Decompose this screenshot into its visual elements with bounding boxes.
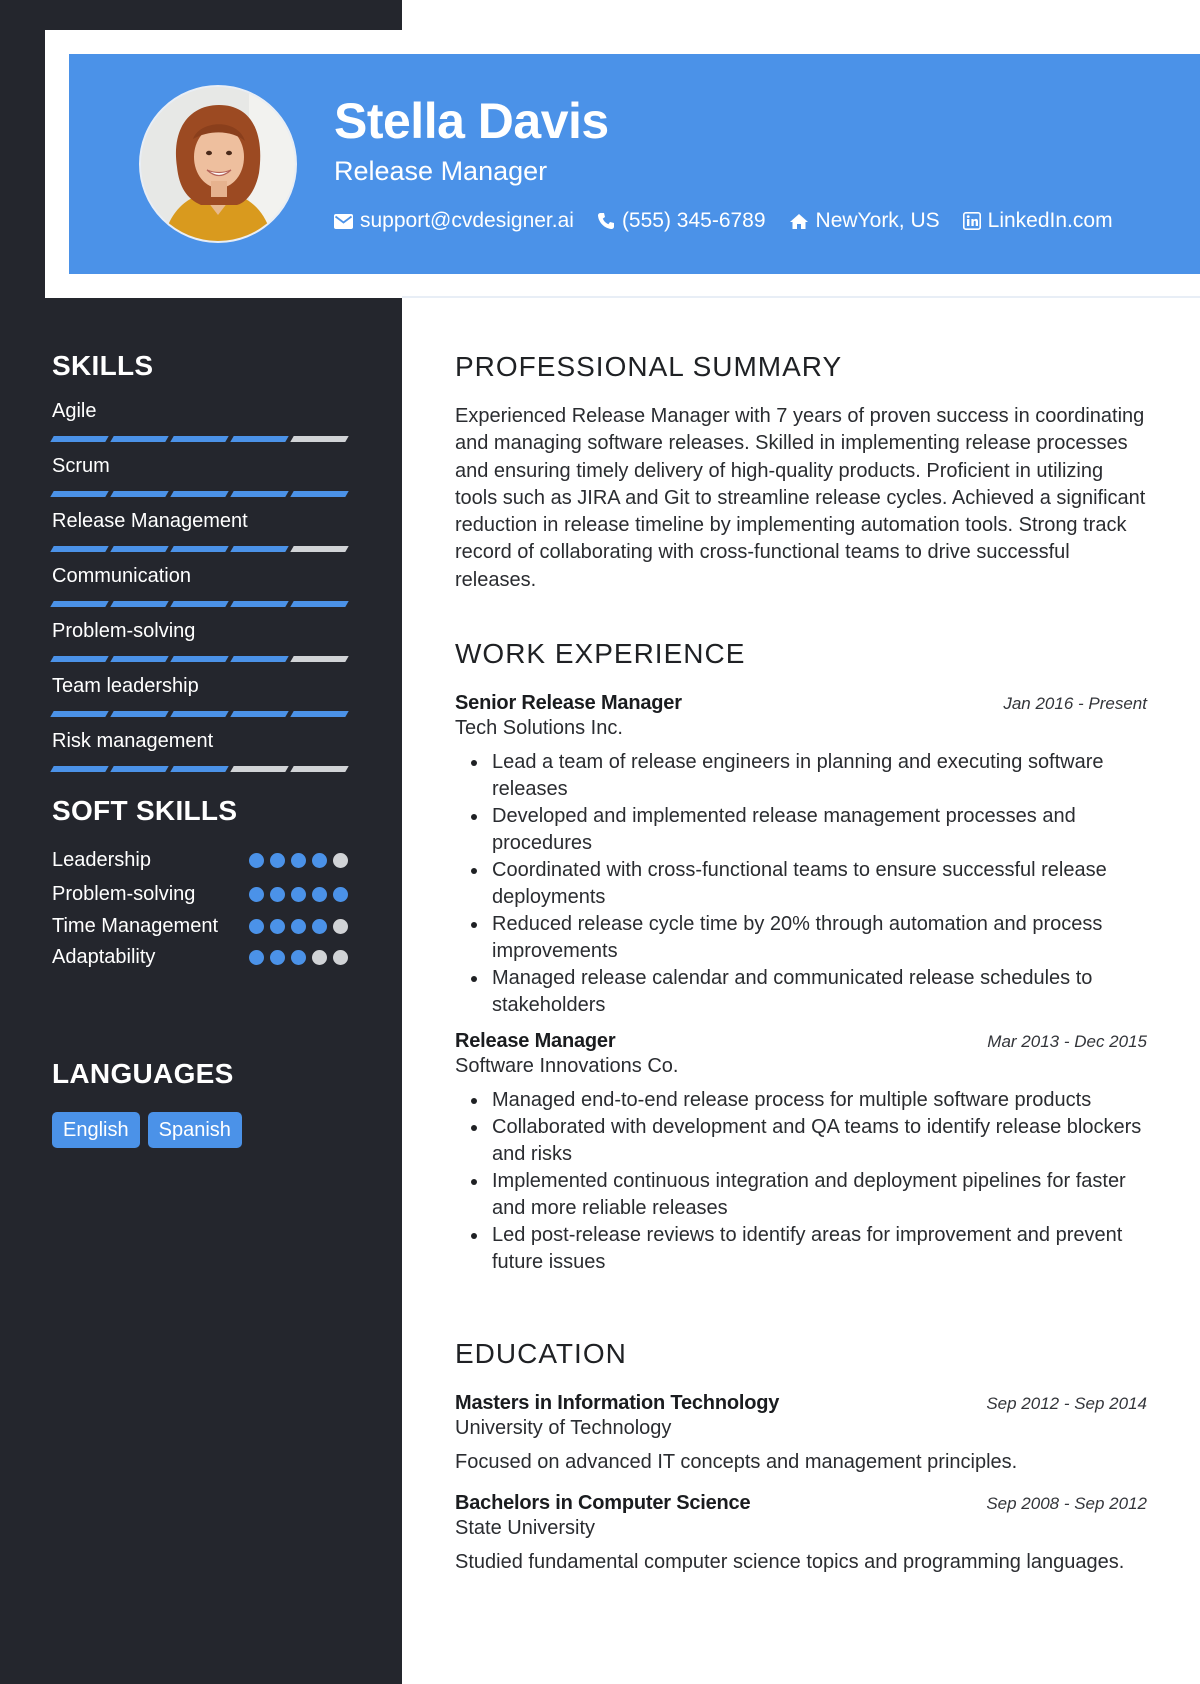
skill-level-segment — [170, 546, 228, 552]
job-bullets — [455, 749, 1147, 1019]
job-title: Senior Release Manager — [455, 692, 682, 714]
education-entry — [455, 1492, 1147, 1576]
skill-level-segment — [170, 711, 228, 717]
skill-level-segment — [110, 491, 168, 497]
company-name: Tech Solutions Inc. — [455, 717, 623, 739]
rating-dot — [270, 919, 285, 934]
skill-level-segment — [110, 436, 168, 442]
rating-dot — [291, 919, 306, 934]
rating-dot — [270, 950, 285, 965]
skill-name: Problem-solving — [52, 620, 196, 642]
job-title: Release Manager — [455, 1030, 616, 1052]
skill-level-segment — [290, 601, 348, 607]
skill-level-segment — [50, 491, 108, 497]
school-name: State University — [455, 1517, 596, 1540]
soft-skills-list — [52, 847, 348, 970]
job-header — [455, 692, 1147, 715]
skill-name: Team leadership — [52, 675, 199, 697]
job-entry — [455, 1030, 1147, 1276]
languages-list — [52, 1112, 348, 1148]
rating-dot — [312, 919, 327, 934]
degree-name: Bachelors in Computer Science — [455, 1492, 751, 1515]
skill-level-segment — [230, 766, 288, 772]
skill-level-segment — [110, 656, 168, 662]
rating-dot — [333, 950, 348, 965]
skill-level-segment — [50, 711, 108, 717]
skill-level-segment — [50, 546, 108, 552]
job-bullet: Managed release calendar and communicated release schedules to stakeholders — [455, 965, 1147, 1019]
soft-skills-section — [52, 795, 348, 970]
avatar — [139, 85, 297, 243]
job-bullets — [455, 1087, 1147, 1276]
skill-item — [52, 453, 348, 497]
education-dates: Sep 2008 - Sep 2012 — [986, 1494, 1147, 1514]
skill-level-segment — [170, 491, 228, 497]
contact-linkedin-text: LinkedIn.com — [987, 209, 1113, 232]
skill-level-segment — [290, 766, 348, 772]
job-bullet: Led post-release reviews to identify areas for improvement and prevent future issues — [455, 1222, 1147, 1276]
rating-dot — [333, 887, 348, 902]
skill-level-segment — [50, 656, 108, 662]
skill-level-segment — [290, 491, 348, 497]
rating-dot — [249, 853, 264, 868]
skill-level-segment — [290, 546, 348, 552]
skill-item — [52, 618, 348, 662]
skill-level-segment — [290, 711, 348, 717]
summary-title: PROFESSIONAL SUMMARY — [455, 351, 843, 382]
skill-level-segment — [230, 601, 288, 607]
education-list — [455, 1392, 1147, 1577]
job-bullet: Coordinated with cross-functional teams to ensure successful release deployments — [455, 857, 1147, 911]
skill-level-segment — [110, 766, 168, 772]
job-dates: Mar 2013 - Dec 2015 — [987, 1032, 1147, 1051]
rating-dot — [333, 853, 348, 868]
skill-level-segment — [230, 436, 288, 442]
languages-section — [52, 1058, 348, 1148]
soft-skill-name: Leadership — [52, 849, 151, 871]
candidate-title: Release Manager — [334, 156, 548, 186]
job-header — [455, 1030, 1147, 1053]
skill-level-bar — [52, 711, 348, 717]
skill-item — [52, 673, 348, 717]
skill-item — [52, 398, 348, 442]
education-section — [455, 1338, 1147, 1577]
rating-dot — [249, 950, 264, 965]
rating-dot — [291, 853, 306, 868]
skill-item — [52, 508, 348, 552]
language-badge: Spanish — [148, 1112, 242, 1148]
soft-skills-title: SOFT SKILLS — [52, 795, 238, 826]
soft-skill-rating — [249, 944, 348, 965]
job-entry — [455, 692, 1147, 1019]
skill-level-segment — [170, 656, 228, 662]
skill-level-segment — [230, 656, 288, 662]
avatar-photo — [141, 87, 295, 241]
skill-name: Scrum — [52, 455, 110, 477]
skills-list — [52, 398, 348, 772]
skill-level-bar — [52, 601, 348, 607]
skill-level-segment — [170, 601, 228, 607]
education-description: Focused on advanced IT concepts and management principles. — [455, 1451, 1018, 1473]
skills-section — [52, 350, 348, 783]
rating-dot — [249, 887, 264, 902]
skill-level-segment — [290, 436, 348, 442]
skill-level-segment — [230, 491, 288, 497]
language-badge: English — [52, 1112, 140, 1148]
rating-dot — [291, 950, 306, 965]
skill-level-bar — [52, 491, 348, 497]
soft-skill-row — [52, 847, 348, 873]
soft-skill-rating — [249, 913, 348, 934]
skills-title: SKILLS — [52, 350, 154, 381]
job-bullet: Collaborated with development and QA teams to identify release blockers and risks — [455, 1114, 1147, 1168]
skill-level-segment — [230, 711, 288, 717]
job-bullet: Developed and implemented release management processes and procedures — [455, 803, 1147, 857]
school-name: University of Technology — [455, 1417, 672, 1439]
skill-level-segment — [50, 766, 108, 772]
skill-name: Risk management — [52, 730, 214, 752]
contact-location-text: NewYork, US — [815, 209, 940, 232]
skill-item — [52, 728, 348, 772]
contact-bar — [334, 206, 1136, 236]
soft-skill-row — [52, 913, 348, 939]
summary-section — [455, 351, 1147, 594]
skill-name: Agile — [52, 400, 97, 422]
languages-title: LANGUAGES — [52, 1058, 234, 1089]
rating-dot — [270, 853, 285, 868]
degree-name: Masters in Information Technology — [455, 1392, 780, 1414]
skill-level-bar — [52, 766, 348, 772]
contact-email-text: support@cvdesigner.ai — [360, 209, 574, 232]
skill-level-bar — [52, 436, 348, 442]
company-name: Software Innovations Co. — [455, 1055, 679, 1077]
skill-item — [52, 563, 348, 607]
skill-name: Communication — [52, 565, 191, 587]
skill-level-segment — [170, 436, 228, 442]
education-header — [455, 1392, 1147, 1415]
soft-skill-row — [52, 881, 348, 907]
education-entry — [455, 1392, 1147, 1476]
rating-dot — [312, 887, 327, 902]
experience-section — [455, 638, 1147, 1276]
jobs-list — [455, 692, 1147, 1276]
skill-level-segment — [110, 546, 168, 552]
soft-skill-row — [52, 944, 348, 970]
contact-phone-text: (555) 345-6789 — [621, 209, 766, 232]
education-header — [455, 1492, 1147, 1515]
job-bullet: Lead a team of release engineers in planning and executing software releases — [455, 749, 1147, 803]
skill-level-segment — [290, 656, 348, 662]
job-dates: Jan 2016 - Present — [1003, 694, 1147, 713]
rating-dot — [333, 919, 348, 934]
skill-level-segment — [230, 546, 288, 552]
skill-level-segment — [170, 766, 228, 772]
soft-skill-name: Problem-solving — [52, 883, 196, 905]
skill-level-segment — [50, 436, 108, 442]
job-bullet: Reduced release cycle time by 20% through automation and process improvements — [455, 911, 1147, 965]
rating-dot — [312, 950, 327, 965]
skill-level-bar — [52, 546, 348, 552]
envelope-icon — [334, 214, 353, 229]
education-description: Studied fundamental computer science topics and programming languages. — [455, 1551, 1125, 1574]
rating-dot — [312, 853, 327, 868]
experience-title: WORK EXPERIENCE — [455, 638, 746, 669]
linkedin-icon — [963, 212, 981, 230]
summary-text: Experienced Release Manager with 7 years of proven success in coordinating and managing software releases. Skilled in implementing release processes and ensuring timely delivery of high-quality products. Proficient in utilizing tools such as JIRA and Git to streamline release cycles. Achieved a significant reduction in release timeline by implementing automation tools. Strong track record of collaborating with cross-functional teams to drive successful releases. — [455, 405, 1146, 591]
contact-email[interactable] — [334, 209, 574, 233]
skill-level-bar — [52, 656, 348, 662]
education-dates: Sep 2012 - Sep 2014 — [986, 1394, 1147, 1413]
soft-skill-name: Adaptability — [52, 946, 156, 968]
candidate-name: Stella Davis — [334, 93, 609, 149]
contact-phone[interactable] — [597, 209, 766, 233]
contact-linkedin[interactable] — [963, 209, 1113, 233]
rating-dot — [249, 919, 264, 934]
job-bullet: Implemented continuous integration and deployment pipelines for faster and more reliable releases — [455, 1168, 1147, 1222]
rating-dot — [270, 887, 285, 902]
education-title: EDUCATION — [455, 1338, 627, 1369]
header-divider — [402, 296, 1200, 298]
job-bullet: Managed end-to-end release process for multiple software products — [455, 1087, 1147, 1114]
contact-location — [789, 209, 940, 233]
rating-dot — [291, 887, 306, 902]
skill-level-segment — [110, 601, 168, 607]
soft-skill-rating — [249, 881, 348, 902]
soft-skill-name: Time Management — [52, 915, 218, 937]
skill-name: Release Management — [52, 510, 248, 532]
phone-icon — [597, 212, 615, 230]
soft-skill-rating — [249, 847, 348, 868]
skill-level-segment — [110, 711, 168, 717]
home-icon — [789, 213, 809, 230]
skill-level-segment — [50, 601, 108, 607]
